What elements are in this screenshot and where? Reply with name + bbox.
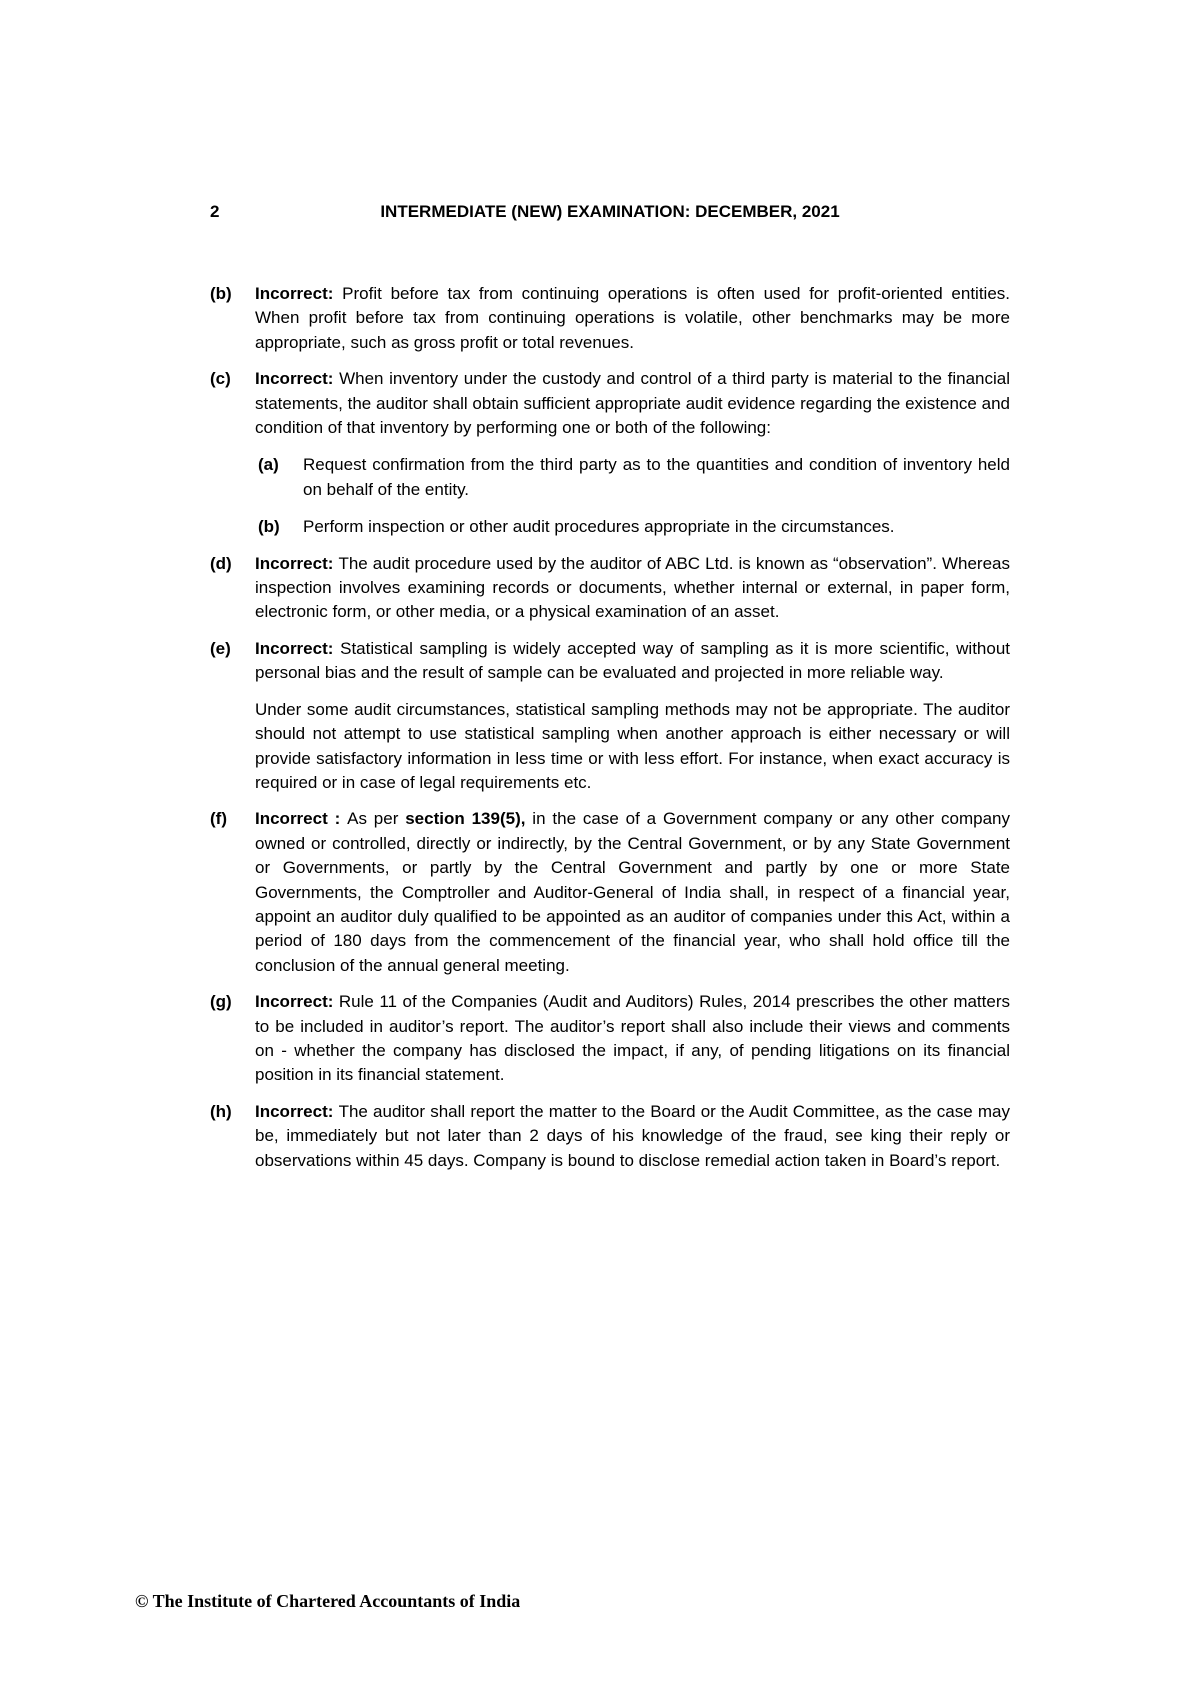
text-run: Profit before tax from continuing operations is often used for profit-oriented entities. When profit before tax from continuing operations is volatile, other benchmarks may be more appropriate, such as gross profit or total revenues. xyxy=(255,284,1010,352)
item-label: (f) xyxy=(210,809,227,829)
page-title: INTERMEDIATE (NEW) EXAMINATION: DECEMBER, 2021 xyxy=(380,202,840,221)
bold-text-run: Incorrect: xyxy=(255,553,339,573)
subitem-label: (a) xyxy=(258,455,279,475)
bold-text-run: Incorrect: xyxy=(255,992,339,1012)
text-run: Under some audit circumstances, statistical sampling methods may not be appropriate. The auditor should not attempt to use statistical sampling when another approach is either necessary or will provide satisfactory information in less time or with less effort. For instance, when exact accuracy is required or in case of legal requirements etc. xyxy=(255,699,1010,792)
item-label: (g) xyxy=(210,992,232,1012)
item-label: (c) xyxy=(210,369,231,389)
item-body xyxy=(255,637,1010,795)
text-run: The audit procedure used by the auditor of ABC Ltd. is known as “observation”. Whereas inspection involves examining records or documents, whether internal or external, in paper form, electronic form, or other media, or a physical examination of an asset. xyxy=(255,553,1010,622)
answer-subitem xyxy=(255,453,1010,502)
copyright-footer: © The Institute of Chartered Accountants of India xyxy=(135,1591,521,1611)
text-run: Perform inspection or other audit procedures appropriate in the circumstances. xyxy=(303,517,895,537)
paragraph xyxy=(303,515,1010,539)
bold-text-run: Incorrect: xyxy=(255,638,341,658)
paragraph xyxy=(255,282,1010,355)
text-run: As per xyxy=(347,809,406,829)
paragraph xyxy=(255,637,1010,686)
paragraph xyxy=(255,807,1010,978)
answer-subitem xyxy=(255,515,1010,539)
paragraph xyxy=(255,367,1010,440)
paragraph xyxy=(255,1100,1010,1173)
paragraph xyxy=(255,990,1010,1088)
bold-text-run: section 139(5), xyxy=(405,809,526,829)
answer-item xyxy=(210,990,1010,1088)
item-body xyxy=(255,367,1010,539)
item-body xyxy=(255,282,1010,355)
page-header xyxy=(210,201,1010,223)
paragraph xyxy=(255,552,1010,625)
text-run: in the case of a Government company or any other company owned or controlled, directly or indirectly, by the Central Government, or by any State Government or Governments, or partly by the Central Government and partly by one or more State Governments, the Comptroller and Auditor-General of India shall, in respect of a financial year, appoint an auditor duly qualified to be appointed as an auditor of companies under this Act, within a period of 180 days from the commencement of the financial year, who shall hold office till the conclusion of the annual general meeting. xyxy=(255,809,1010,975)
item-label: (h) xyxy=(210,1101,232,1121)
paragraph xyxy=(303,453,1010,502)
answer-item xyxy=(210,552,1010,625)
item-label: (e) xyxy=(210,638,231,658)
item-body xyxy=(255,990,1010,1088)
item-body xyxy=(255,552,1010,625)
answer-item xyxy=(210,367,1010,539)
bold-text-run: Incorrect : xyxy=(255,809,348,829)
subitem-body xyxy=(303,515,1010,539)
item-body xyxy=(255,1100,1010,1173)
answer-item xyxy=(210,1100,1010,1173)
paragraph xyxy=(255,698,1010,796)
text-run: Statistical sampling is widely accepted way of sampling as it is more scientific, without personal bias and the result of sample can be evaluated and projected in more reliable way. xyxy=(255,638,1011,683)
bold-text-run: Incorrect: xyxy=(255,284,343,303)
item-body xyxy=(255,807,1010,978)
answer-item xyxy=(210,282,1010,355)
item-label: (d) xyxy=(210,553,232,573)
subitem-label: (b) xyxy=(258,517,280,537)
text-run: When inventory under the custody and control of a third party is material to the financial statements, the auditor shall obtain sufficient appropriate audit evidence regarding the existence and condition of that inventory by performing one or both of the following: xyxy=(255,369,1010,438)
bold-text-run: Incorrect: xyxy=(255,369,340,389)
text-run: Rule 11 of the Companies (Audit and Auditors) Rules, 2014 prescribes the other matters to be included in auditor’s report. The auditor’s report shall also include their views and comments on - whether the company has disclosed the impact, if any, of pending litigations on its financial position in its financial statement. xyxy=(255,992,1010,1085)
text-run: The auditor shall report the matter to the Board or the Audit Committee, as the case may be, immediately but not later than 2 days of his knowledge of the fraud, see king their reply or observations within 45 days. Company is bound to disclose remedial action taken in Board’s report. xyxy=(255,1101,1010,1170)
item-label: (b) xyxy=(210,284,232,303)
subitem-body xyxy=(303,453,1010,502)
answer-item xyxy=(210,807,1010,978)
text-run: Request confirmation from the third party as to the quantities and condition of inventory held on behalf of the entity. xyxy=(303,455,1010,499)
bold-text-run: Incorrect: xyxy=(255,1101,339,1121)
page-number: 2 xyxy=(210,202,220,221)
answer-list xyxy=(210,282,1010,1185)
answer-item xyxy=(210,637,1010,795)
